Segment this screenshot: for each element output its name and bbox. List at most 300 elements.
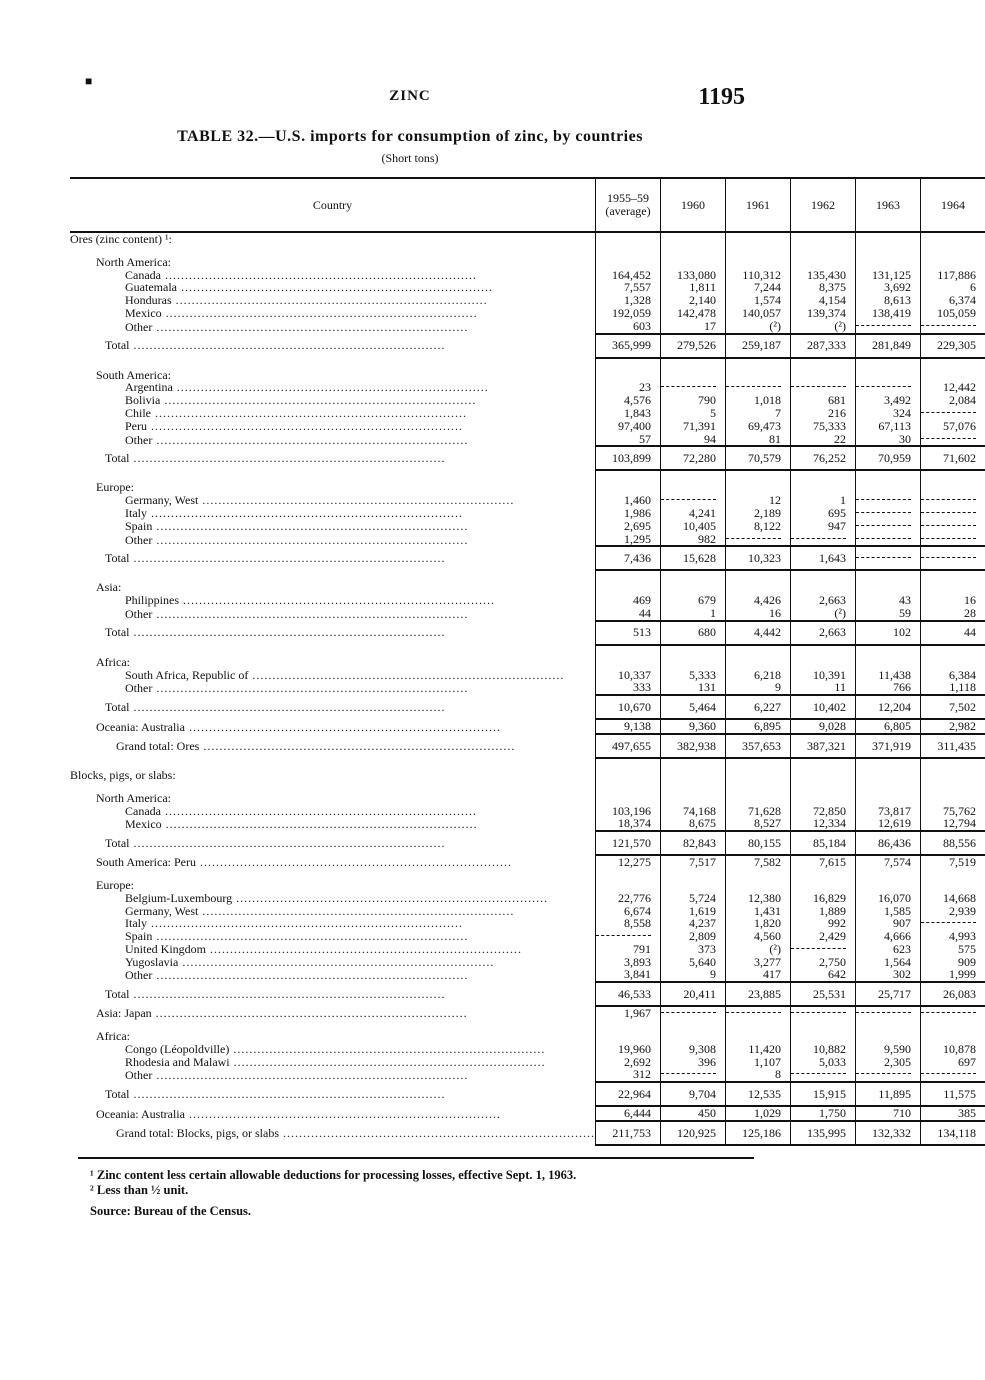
value-cell: 22 [790,433,855,447]
empty-cell-dashes [920,1068,985,1082]
value-cell: 44 [920,621,985,645]
spacer-cell [660,570,725,581]
value-cell: 25,717 [855,982,920,1006]
empty-cell-dashes [725,533,790,547]
empty-cell [855,369,920,382]
empty-cell [920,656,985,669]
table-total-row [70,334,985,358]
empty-cell [660,792,725,805]
row-label: Mexico ..... [70,307,595,320]
value-cell: 11,420 [725,1043,790,1056]
column-header-1963: 1963 [855,178,920,232]
value-cell: 992 [790,917,855,930]
empty-cell-dashes [855,520,920,533]
dash-leader [661,1073,716,1074]
value-cell: 1 [790,494,855,507]
empty-cell [855,769,920,782]
row-label: Rhodesia and Malawi ..... [70,1056,595,1069]
spacer-cell [790,645,855,656]
column-header-1964: 1964 [920,178,985,232]
spacer-cell [725,570,790,581]
dash-leader [921,1012,976,1013]
empty-cell-dashes [920,546,985,570]
empty-cell [725,256,790,269]
empty-cell-dashes [790,1068,855,1082]
empty-cell [790,369,855,382]
spacer-cell [790,758,855,769]
value-cell: 105,059 [920,307,985,320]
row-label: Argentina ..... [70,381,595,394]
value-cell: 697 [920,1056,985,1069]
value-cell: 67,113 [855,420,920,433]
value-cell: 9 [725,681,790,695]
spacer-cell [725,758,790,769]
dash-leader [921,325,976,326]
value-cell: 766 [855,681,920,695]
value-cell: 4,237 [660,917,725,930]
row-label: Europe: [96,480,134,495]
value-cell: 15,915 [790,1082,855,1106]
value-cell: 72,280 [660,446,725,470]
value-cell: 1,018 [725,394,790,407]
row-label: Asia: Japan ..... [70,1006,595,1020]
row-label: Peru ..... [70,420,595,433]
value-cell: (²) [725,943,790,956]
empty-cell-dashes [855,494,920,507]
row-label: Germany, West ..... [70,905,595,918]
value-cell: 131 [660,681,725,695]
spacer-cell [920,869,985,879]
value-cell: 1,820 [725,917,790,930]
row-label: Other ..... [70,968,595,982]
table-row [70,420,985,433]
value-cell: 3,277 [725,956,790,969]
spacer-cell [920,470,985,481]
value-cell: 1,460 [595,494,660,507]
value-cell: 373 [660,943,725,956]
value-cell: 1,574 [725,294,790,307]
empty-cell-dashes [790,1006,855,1020]
value-cell: 10,402 [790,695,855,719]
value-cell: 164,452 [595,269,660,282]
spacer-cell [920,645,985,656]
value-cell: 85,184 [790,831,855,855]
value-cell: 2,695 [595,520,660,533]
value-cell: 140,057 [725,307,790,320]
table-total-row [70,982,985,1006]
value-cell: 387,321 [790,734,855,758]
empty-cell-dashes [920,1006,985,1020]
empty-cell [855,879,920,892]
row-label: Total ..... [70,1082,595,1106]
table-total-row [70,1121,985,1145]
empty-cell [920,481,985,494]
row-label: Honduras ..... [70,294,595,307]
empty-cell [790,656,855,669]
table-row [70,533,985,547]
table-caption: TABLE 32.—U.S. imports for consumption of zinc, by countries [177,128,643,145]
table-row [70,594,985,607]
table-row [70,307,985,320]
dash-leader [726,538,781,539]
row-label: Canada ..... [70,269,595,282]
value-cell: 7,557 [595,281,660,294]
table-row [70,669,985,682]
empty-cell [595,879,660,892]
dash-leader [856,325,911,326]
value-cell: 6,384 [920,669,985,682]
table-row [70,507,985,520]
value-cell: 138,419 [855,307,920,320]
empty-cell-dashes [855,533,920,547]
spacer-cell [855,470,920,481]
spacer-cell [855,869,920,879]
spacer-cell [70,358,595,369]
value-cell: 2,429 [790,930,855,943]
table-row [70,968,985,982]
row-label: Ores (zinc content) ¹: [70,232,172,246]
empty-cell-dashes [920,433,985,447]
value-cell: 1,431 [725,905,790,918]
row-label: Total ..... [70,982,595,1006]
value-cell: 6,374 [920,294,985,307]
value-cell: 311,435 [920,734,985,758]
value-cell: 3,692 [855,281,920,294]
table-row [70,433,985,447]
spacer-cell [855,358,920,369]
spacer-row [70,645,985,656]
spacer-cell [920,246,985,256]
empty-cell [855,1030,920,1043]
empty-cell [855,232,920,246]
value-cell: 44 [595,607,660,621]
spacer-row [70,869,985,879]
value-cell: 134,118 [920,1121,985,1145]
value-cell: 94 [660,433,725,447]
value-cell: 947 [790,520,855,533]
empty-cell [790,1030,855,1043]
dash-leader [921,438,976,439]
value-cell: 11,895 [855,1082,920,1106]
row-label: Congo (Léopoldville) ..... [70,1043,595,1056]
row-label: South America: Peru ..... [70,855,595,869]
value-cell: 17 [660,320,725,334]
row-label: Africa: [96,654,130,669]
value-cell: 6,444 [595,1106,660,1121]
value-cell: 97,400 [595,420,660,433]
empty-cell [725,369,790,382]
value-cell: 642 [790,968,855,982]
empty-cell [790,256,855,269]
value-cell: 8,527 [725,817,790,831]
dash-leader [791,538,846,539]
value-cell: 9 [660,968,725,982]
value-cell: 16 [725,607,790,621]
spacer-cell [660,758,725,769]
value-cell: 82,843 [660,831,725,855]
value-cell: 2,084 [920,394,985,407]
row-label: Oceania: Australia ..... [70,1106,595,1121]
row-label: Spain ..... [70,930,595,943]
empty-cell [920,879,985,892]
column-header-1960: 1960 [660,178,725,232]
row-label: North America: [96,790,171,805]
value-cell: 43 [855,594,920,607]
row-label: Other ..... [70,433,595,447]
dash-leader [856,525,911,526]
value-cell: 259,187 [725,334,790,358]
empty-cell [790,879,855,892]
value-cell: 8,375 [790,281,855,294]
table-total-row [70,695,985,719]
value-cell: 9,704 [660,1082,725,1106]
table-row [70,1068,985,1082]
value-cell: 26,083 [920,982,985,1006]
spacer-cell [595,1020,660,1030]
spacer-cell [595,869,660,879]
dash-leader [856,1073,911,1074]
empty-cell [660,1030,725,1043]
value-cell: 16,829 [790,892,855,905]
empty-cell [725,232,790,246]
empty-cell [595,1030,660,1043]
value-cell: 117,886 [920,269,985,282]
value-cell: 211,753 [595,1121,660,1145]
value-cell: 3,492 [855,394,920,407]
value-cell: 7,502 [920,695,985,719]
value-cell: 69,473 [725,420,790,433]
spacer-cell [855,645,920,656]
table-row [70,805,985,818]
value-cell: 365,999 [595,334,660,358]
running-header [70,84,750,114]
dash-leader [921,538,976,539]
value-cell: 86,436 [855,831,920,855]
value-cell: 10,670 [595,695,660,719]
column-header-1961: 1961 [725,178,790,232]
row-label: Other ..... [70,681,595,695]
value-cell: 16 [920,594,985,607]
value-cell: 5,724 [660,892,725,905]
spacer-cell [920,1020,985,1030]
corner-mark: ■ [85,74,93,88]
value-cell: 417 [725,968,790,982]
row-label: Italy ..... [70,507,595,520]
empty-cell [595,656,660,669]
value-cell: 16,070 [855,892,920,905]
value-cell: 333 [595,681,660,695]
imports-table [70,177,985,1146]
value-cell: 2,663 [790,621,855,645]
empty-cell [855,481,920,494]
column-header-1962: 1962 [790,178,855,232]
row-label: Other ..... [70,1068,595,1082]
dash-leader [791,386,846,387]
row-label: Other ..... [70,533,595,547]
value-cell: 382,938 [660,734,725,758]
dash-leader [921,412,976,413]
value-cell: 12,442 [920,381,985,394]
empty-cell [725,769,790,782]
value-cell: 2,305 [855,1056,920,1069]
row-label: Asia: [96,580,122,595]
imports-table-container [70,177,976,1146]
value-cell: 192,059 [595,307,660,320]
table-total-row [70,446,985,470]
value-cell: 8,675 [660,817,725,831]
value-cell: 1,843 [595,407,660,420]
table-row [70,956,985,969]
value-cell: 76,252 [790,446,855,470]
table-group-heading [70,232,985,246]
value-cell: 1,107 [725,1056,790,1069]
value-cell: 88,556 [920,831,985,855]
value-cell: 9,308 [660,1043,725,1056]
empty-cell [790,769,855,782]
spacer-cell [595,246,660,256]
value-cell: 287,333 [790,334,855,358]
dash-leader [856,386,911,387]
value-cell: 15,628 [660,546,725,570]
empty-cell [920,792,985,805]
empty-cell [725,879,790,892]
value-cell: 1,986 [595,507,660,520]
value-cell: (²) [790,607,855,621]
value-cell: 59 [855,607,920,621]
value-cell: 11,575 [920,1082,985,1106]
value-cell: 1,619 [660,905,725,918]
dash-leader [856,499,911,500]
value-cell: 12,380 [725,892,790,905]
value-cell: 20,411 [660,982,725,1006]
empty-cell [660,879,725,892]
row-label: Blocks, pigs, or slabs: [70,767,176,782]
value-cell: 4,560 [725,930,790,943]
row-label: United Kingdom ..... [70,943,595,956]
value-cell: 1,585 [855,905,920,918]
row-label: Oceania: Australia ..... [70,719,595,734]
value-cell: 1,029 [725,1106,790,1121]
value-cell: 513 [595,621,660,645]
value-cell: 46,533 [595,982,660,1006]
table-group-heading [70,769,985,782]
value-cell: 103,899 [595,446,660,470]
table-body [70,232,985,1145]
value-cell: 2,939 [920,905,985,918]
value-cell: 2,140 [660,294,725,307]
row-label: South Africa, Republic of ..... [70,669,595,682]
value-cell: 575 [920,943,985,956]
value-cell: 6,895 [725,719,790,734]
spacer-cell [790,782,855,792]
spacer-cell [595,570,660,581]
table-total-row [70,831,985,855]
table-group-heading [70,256,985,269]
row-label: Italy ..... [70,917,595,930]
table-total-row [70,734,985,758]
value-cell: 6 [920,281,985,294]
value-cell: 9,590 [855,1043,920,1056]
empty-cell [660,256,725,269]
dash-leader [791,1012,846,1013]
table-row [70,1006,985,1020]
spacer-row [70,758,985,769]
value-cell: 10,882 [790,1043,855,1056]
dash-leader [921,922,976,923]
header-row [70,178,985,232]
table-row [70,607,985,621]
value-cell: (²) [725,320,790,334]
value-cell: 8,122 [725,520,790,533]
empty-cell-dashes [920,507,985,520]
value-cell: 10,323 [725,546,790,570]
spacer-cell [920,358,985,369]
spacer-cell [70,570,595,581]
empty-cell [595,232,660,246]
empty-cell-dashes [595,930,660,943]
page-number: 1195 [698,84,745,110]
spacer-cell [725,358,790,369]
spacer-row [70,358,985,369]
table-row [70,407,985,420]
value-cell: 695 [790,507,855,520]
value-cell: 57 [595,433,660,447]
value-cell: 12,204 [855,695,920,719]
value-cell: 102 [855,621,920,645]
dash-leader [921,512,976,513]
value-cell: 9,138 [595,719,660,734]
value-cell: 25,531 [790,982,855,1006]
row-label: Germany, West ..... [70,494,595,507]
column-header-1955-59: 1955–59 (average) [595,178,660,232]
spacer-cell [725,470,790,481]
spacer-cell [660,1020,725,1030]
spacer-cell [790,470,855,481]
value-cell: 121,570 [595,831,660,855]
dash-leader [921,1073,976,1074]
dash-leader [921,499,976,500]
value-cell: 4,993 [920,930,985,943]
value-cell: 1 [660,607,725,621]
table-bottom-rule [78,1157,754,1159]
value-cell: 450 [660,1106,725,1121]
value-cell: 3,893 [595,956,660,969]
value-cell: 30 [855,433,920,447]
value-cell: 5,333 [660,669,725,682]
row-label: Total ..... [70,621,595,645]
table-units: (Short tons) [381,151,439,165]
value-cell: 10,391 [790,669,855,682]
value-cell: 11,438 [855,669,920,682]
empty-cell [725,792,790,805]
empty-cell [920,232,985,246]
dash-leader [856,538,911,539]
dash-leader [921,525,976,526]
value-cell: 142,478 [660,307,725,320]
dash-leader [726,1012,781,1013]
empty-cell-dashes [920,533,985,547]
value-cell: 4,666 [855,930,920,943]
value-cell: 710 [855,1106,920,1121]
row-label: Canada ..... [70,805,595,818]
value-cell: 57,076 [920,420,985,433]
spacer-cell [920,782,985,792]
value-cell: 28 [920,607,985,621]
table-row [70,855,985,869]
dash-leader [661,386,716,387]
value-cell: 2,189 [725,507,790,520]
row-label: Belgium-Luxembourg ..... [70,892,595,905]
